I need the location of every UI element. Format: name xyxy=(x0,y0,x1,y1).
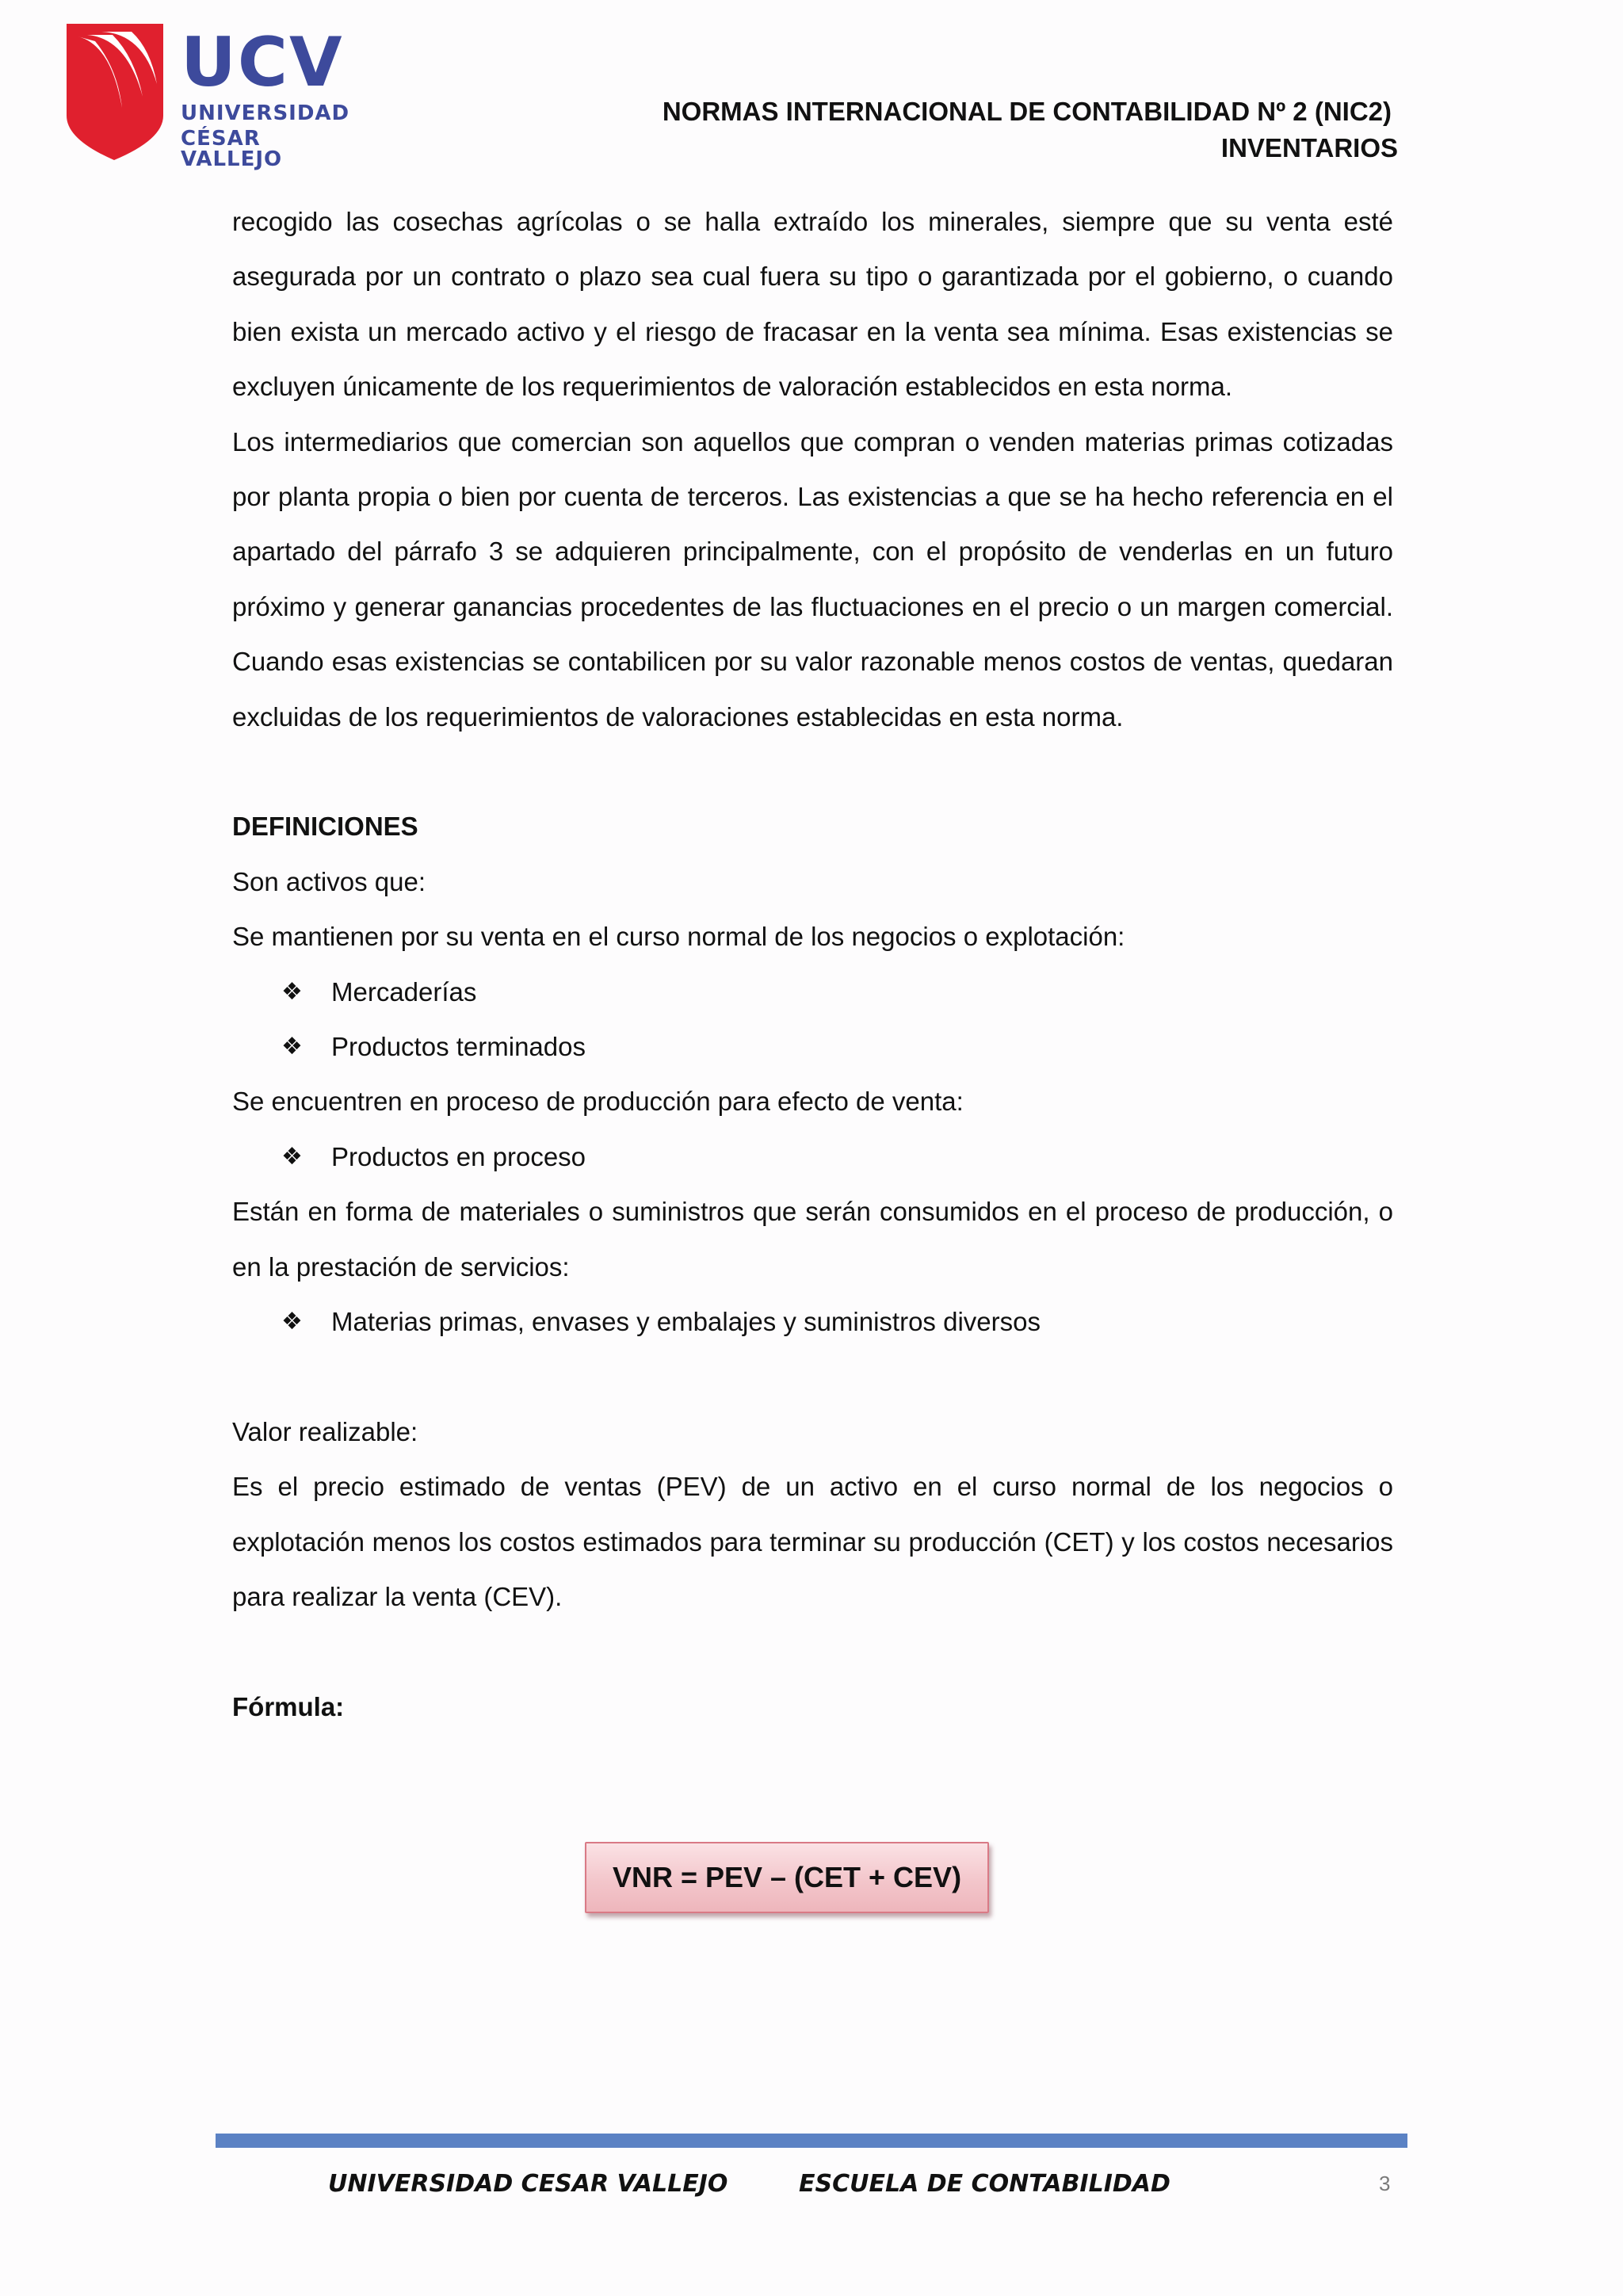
spacer xyxy=(232,1624,1393,1679)
definitions-intro: Son activos que: xyxy=(232,866,426,896)
page-number: 3 xyxy=(1379,2172,1391,2195)
footer-divider xyxy=(216,2134,1407,2148)
diamond-bullet-icon: ❖ xyxy=(281,977,303,1006)
document-header-title xyxy=(662,94,1398,166)
diamond-bullet-icon: ❖ xyxy=(281,1142,303,1171)
diamond-bullet-icon: ❖ xyxy=(281,1308,303,1336)
list-item-text: Materias primas, envases y embalajes y suministros diversos xyxy=(331,1307,1041,1337)
list-item-text: Productos en proceso xyxy=(331,1141,586,1171)
group3-intro: Están en forma de materiales o suministros que serán consumidos en el proceso de producción, o en la prestación de servicios: xyxy=(232,1197,1393,1282)
list-item xyxy=(232,965,1393,1019)
list-item-text: Productos terminados xyxy=(331,1032,586,1062)
paragraph-intermediaries: Los intermediarios que comercian son aquellos que compran o venden materias primas cotizadas por planta propia o bien por cuenta de terceros. Las existencias a que se ha hecho referencia en el apartado del párrafo 3 se adquieren principalmente, con el propósito de venderlas en un futuro próximo y generar ganancias procedentes de las fluctuaciones en el precio o un margen comercial. Cuando esas existencias se contabilicen por su valor razonable menos costos de ventas, quedaran excluidas de los requerimientos de valoraciones establecidas en esta norma. xyxy=(232,426,1393,732)
list-item xyxy=(232,1019,1393,1074)
header-title-line-2: INVENTARIOS xyxy=(1220,133,1398,162)
valor-heading: Valor realizable: xyxy=(232,1416,418,1446)
group2-intro: Se encuentren en proceso de producción para efecto de venta: xyxy=(232,1087,964,1117)
valor-definition: Es el precio estimado de ventas (PEV) de un activo en el curso normal de los negocios o explotación menos los costos estimados para terminar su producción (CET) y los costos necesarios para realizar la venta (CEV). xyxy=(232,1472,1393,1612)
formula-label: Fórmula: xyxy=(232,1691,345,1721)
list-item xyxy=(232,1129,1393,1184)
group1-intro: Se mantienen por su venta en el curso normal de los negocios o explotación: xyxy=(232,922,1125,952)
logo-subtitle-1: UNIVERSIDAD xyxy=(181,101,350,125)
paragraph-harvest: recogido las cosechas agrícolas o se halla extraído los minerales, siempre que su venta esté asegurada por un contrato o plazo sea cual fuera su tipo o garantizada por el gobierno, o cuando bien exista un mercado activo y el riesgo de fracasar en la venta sea mínima. Esas existencias se excluyen únicamente de los requerimientos de valoración establecidos en esta norma. xyxy=(232,207,1393,402)
footer-university: UNIVERSIDAD CESAR VALLEJO xyxy=(328,2170,728,2198)
ucv-shield-icon xyxy=(63,21,166,163)
list-item xyxy=(232,1294,1393,1349)
diamond-bullet-icon: ❖ xyxy=(281,1033,303,1061)
footer-school: ESCUELA DE CONTABILIDAD xyxy=(799,2170,1170,2198)
logo-wordmark: UCV xyxy=(181,23,344,102)
spacer xyxy=(232,1349,1393,1404)
logo-subtitle-2: CÉSAR VALLEJO xyxy=(181,127,283,171)
ucv-logo xyxy=(63,21,350,171)
formula-box: VNR = PEV – (CET + CEV) xyxy=(585,1842,989,1913)
spacer xyxy=(232,744,1393,799)
list-item-text: Mercaderías xyxy=(331,976,477,1007)
definitions-heading: DEFINICIONES xyxy=(232,812,418,842)
header-title-line-1: NORMAS INTERNACIONAL DE CONTABILIDAD Nº 2 (NIC2) xyxy=(662,97,1392,126)
document-body xyxy=(232,194,1393,1734)
